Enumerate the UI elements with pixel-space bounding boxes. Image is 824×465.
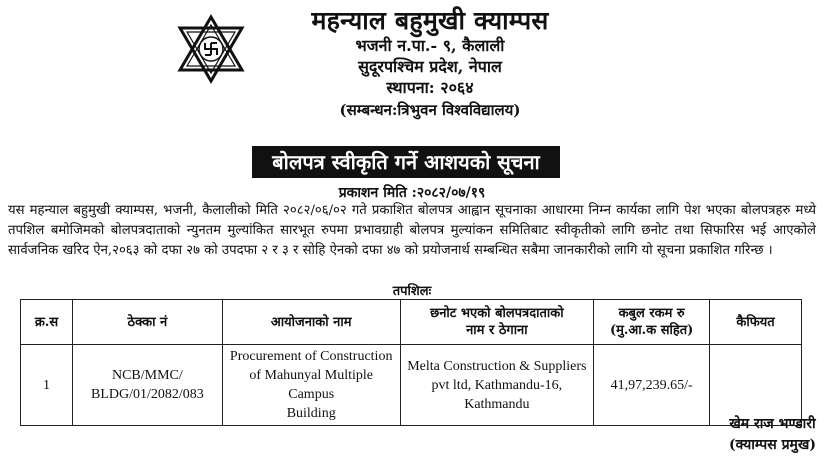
cell-sn: 1: [21, 345, 73, 426]
header-bidder: [400, 300, 594, 345]
cell-amount: 41,97,239.65/-: [594, 345, 710, 426]
publish-date: प्रकाशन मिति :२०८२/०७/१९: [338, 185, 486, 201]
signature-block: [729, 414, 816, 456]
project-line1: Procurement of Construction: [229, 349, 393, 364]
header-contract-no: ठेक्का नं: [72, 300, 222, 345]
notice-title-banner: बोलपत्र स्वीकृति गर्ने आशयको सूचना: [252, 146, 560, 178]
signatory-name: खेम राज भण्डारी: [729, 416, 816, 432]
header-amount-line2: (मु.आ.क सहित): [609, 323, 694, 338]
cell-contract-no: [72, 345, 222, 426]
header-remarks: कैफियत: [710, 300, 802, 345]
contract-no-line1: NCB/MMC/: [111, 368, 183, 383]
campus-name: महन्याल बहुमुखी क्याम्पस: [311, 6, 549, 35]
contract-no-line2: BLDG/01/2082/083: [91, 387, 204, 402]
table-row: [21, 345, 802, 426]
header-amount: [594, 300, 710, 345]
bid-table: [20, 299, 802, 426]
campus-province: सुदूरपश्चिम प्रदेश, नेपाल: [358, 57, 502, 77]
cell-project: [222, 345, 400, 426]
campus-address: भजनी न.पा.- ९, कैलाली: [355, 36, 505, 56]
project-line2: of Mahunyal Multiple Campus: [249, 368, 374, 402]
bidder-line2: pvt ltd, Kathmandu-16,: [431, 377, 563, 393]
campus-established: स्थापना: २०६४: [386, 77, 474, 97]
details-label: तपशिलः: [392, 284, 432, 299]
project-line3: Building: [286, 406, 336, 421]
notice-body: यस महन्याल बहुमुखी क्याम्पस, भजनी, कैलालीको मिति २०८२/०६/०२ गते प्रकाशित बोलपत्र आह्वान सूचनाका आधारमा निम्न कार्यका लागि पेश भएका बोलपत्रहरु मध्ये तपशिल बमोजिमको बोलपत्रदाताको न्युनतम मुल्यांकित सारभूत रुपमा प्रभावग्राही बोलपत्र मुल्यांकन समितिबाट स्वीकृतीको लागि छनोट तथा सिफारिस भई आएकोले सार्वजनिक खरिद ऐन,२०६३ को दफा २७ को उपदफा २ र ३ र सोहि ऐनको दफा ४७ को प्रयोजनार्थ सम्बन्धित सबैमा जानकारीको लागि यो सूचना प्रकाशित गरिन्छ ।: [8, 203, 816, 258]
campus-affiliation: (सम्बन्धन:त्रिभुवन विश्वविद्यालय): [339, 100, 521, 119]
table-header-row: [21, 300, 802, 345]
bidder-line1: Melta Construction & Suppliers: [407, 358, 587, 374]
header-project: आयोजनाको नाम: [222, 300, 400, 345]
header-bidder-line1: छनोट भएको बोलपत्रदाताको: [430, 306, 564, 321]
signatory-title: (क्याम्पस प्रमुख): [728, 437, 816, 453]
header-bidder-line2: नाम र ठेगाना: [466, 323, 528, 338]
campus-header: [240, 8, 620, 118]
campus-logo-icon: [176, 14, 246, 84]
bidder-line3: Kathmandu: [464, 396, 530, 412]
header-sn: क्र.स: [21, 300, 73, 345]
header-amount-line1: कबुल रकम रु: [618, 306, 685, 321]
cell-bidder: [400, 345, 594, 426]
